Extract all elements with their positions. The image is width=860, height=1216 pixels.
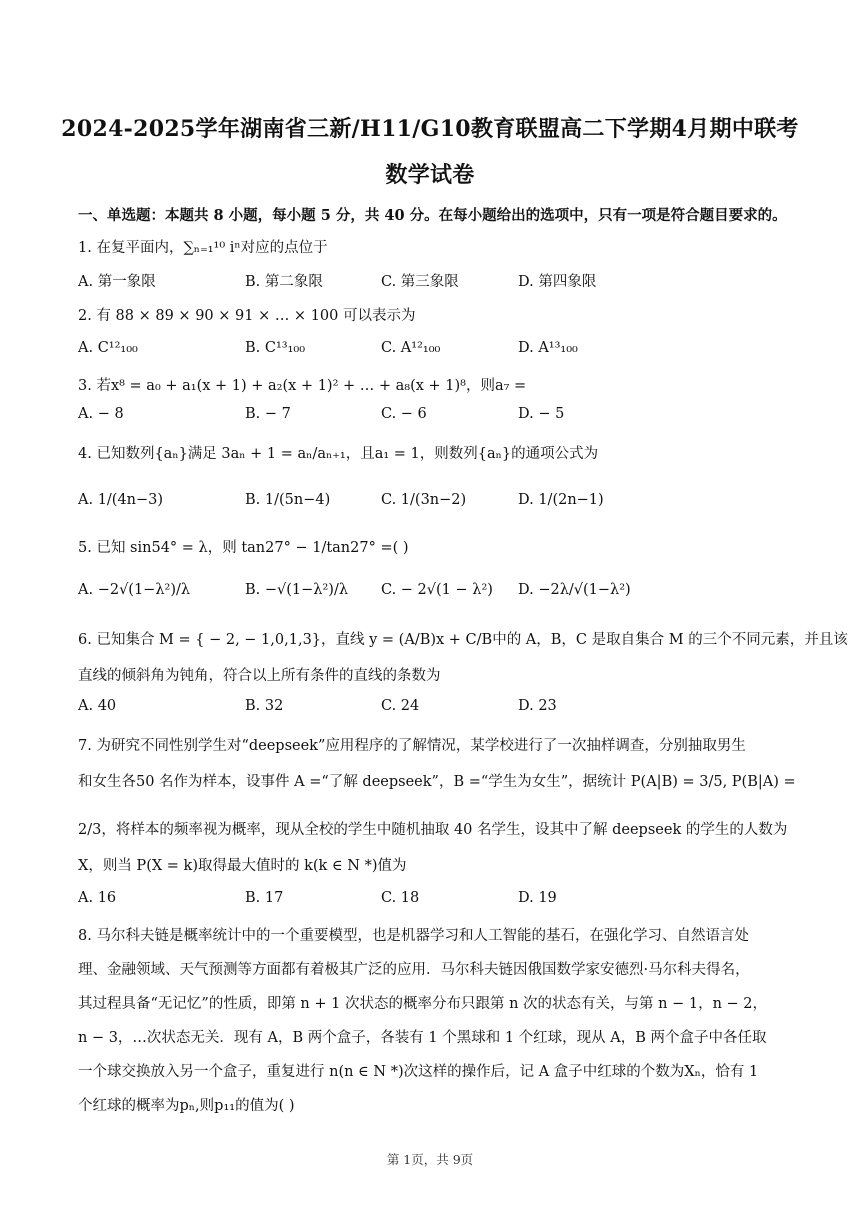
option-c: C. 18 — [381, 890, 420, 906]
option-b: B. 1/(5n−4) — [245, 492, 331, 508]
option-c: C. − 2√(1 − λ²) — [381, 582, 493, 598]
section-heading: 一、单选题：本题共 8 小题，每小题 5 分，共 40 分。在每小题给出的选项中，只有一项是符合题目要求的。 — [78, 207, 787, 224]
option-d: D. −2λ/√(1−λ²) — [518, 582, 631, 598]
question-1-options — [78, 270, 798, 292]
question-8-stem-line-3: 其过程具备“无记忆”的性质，即第 n + 1 次状态的概率分布只跟第 n 次的状态有关，与第 n − 1，n − 2， — [78, 996, 768, 1012]
question-5-stem: 5. 已知 sin54° = λ，则 tan27° − 1/tan27° =( ) — [78, 540, 409, 556]
option-d: D. A¹³₁₀₀ — [518, 340, 578, 356]
option-a: A. 第一象限 — [78, 274, 156, 290]
question-7-stem-line-4: X，则当 P(X = k)取得最大值时的 k(k ∈ N *)值为 — [78, 858, 407, 874]
option-b: B. −√(1−λ²)/λ — [245, 582, 349, 598]
question-7-options — [78, 890, 798, 912]
option-b: B. 第二象限 — [245, 274, 323, 290]
question-2-options — [78, 340, 798, 362]
option-b: B. 17 — [245, 890, 284, 906]
option-b: B. C¹³₁₀₀ — [245, 340, 306, 356]
question-3-options — [78, 406, 798, 428]
option-d: D. 23 — [518, 698, 557, 714]
option-c: C. 24 — [381, 698, 420, 714]
option-d: D. 19 — [518, 890, 557, 906]
option-b: B. 32 — [245, 698, 284, 714]
question-7-stem-line-3: 2/3，将样本的频率视为概率，现从全校的学生中随机抽取 40 名学生，设其中了解 deepseek 的学生的人数为 — [78, 822, 788, 838]
option-a: A. C¹²₁₀₀ — [78, 340, 138, 356]
question-3-stem: 3. 若x⁸ = a₀ + a₁(x + 1) + a₂(x + 1)² + … + a₈(x + 1)⁸，则a₇ = — [78, 378, 527, 394]
question-8-stem-line-1: 8. 马尔科夫链是概率统计中的一个重要模型，也是机器学习和人工智能的基石，在强化学习、自然语言处 — [78, 928, 749, 944]
option-c: C. 第三象限 — [381, 274, 459, 290]
question-2-stem: 2. 有 88 × 89 × 90 × 91 × … × 100 可以表示为 — [78, 308, 416, 324]
question-1-stem: 1. 在复平面内，∑ₙ₌₁¹⁰ iⁿ对应的点位于 — [78, 240, 328, 256]
option-d: D. 第四象限 — [518, 274, 597, 290]
option-c: C. − 6 — [381, 406, 427, 422]
page-subtitle: 数学试卷 — [385, 162, 475, 188]
question-7-stem-line-2: 和女生各50 名作为样本，设事件 A =“了解 deepseek”，B =“学生为女生”，据统计 P(A|B) = 3/5, P(B|A) = — [78, 774, 796, 790]
question-6-options — [78, 698, 798, 720]
question-7-stem-line-1: 7. 为研究不同性别学生对“deepseek”应用程序的了解情况，某学校进行了一次抽样调查，分别抽取男生 — [78, 738, 746, 754]
page-title: 2024-2025学年湖南省三新/H11/G10教育联盟高二下学期4月期中联考 — [61, 116, 799, 142]
option-a: A. −2√(1−λ²)/λ — [78, 582, 191, 598]
question-6-stem-line-1: 6. 已知集合 M = { − 2, − 1,0,1,3}，直线 y = (A/B)x + C/B中的 A，B，C 是取自集合 M 的三个不同元素，并且该 — [78, 632, 848, 648]
option-d: D. 1/(2n−1) — [518, 492, 604, 508]
question-4-options — [78, 492, 798, 514]
option-a: A. − 8 — [78, 406, 124, 422]
question-8-stem-line-2: 理、金融领域、天气预测等方面都有着极其广泛的应用．马尔科夫链因俄国数学家安德烈·马尔科夫得名， — [78, 962, 750, 978]
option-c: C. 1/(3n−2) — [381, 492, 467, 508]
option-a: A. 16 — [78, 890, 117, 906]
option-a: A. 1/(4n−3) — [78, 492, 164, 508]
option-a: A. 40 — [78, 698, 117, 714]
question-8-stem-line-5: 一个球交换放入另一个盒子，重复进行 n(n ∈ N *)次这样的操作后，记 A 盒子中红球的个数为Xₙ，恰有 1 — [78, 1064, 759, 1080]
option-c: C. A¹²₁₀₀ — [381, 340, 441, 356]
question-4-stem: 4. 已知数列{aₙ}满足 3aₙ + 1 = aₙ/aₙ₊₁，且a₁ = 1，则数列{aₙ}的通项公式为 — [78, 446, 599, 462]
question-8-stem-line-6: 个红球的概率为pₙ,则p₁₁的值为( ) — [78, 1098, 295, 1114]
option-d: D. − 5 — [518, 406, 565, 422]
question-5-options — [78, 582, 798, 604]
option-b: B. − 7 — [245, 406, 291, 422]
page-footer: 第 1页，共 9页 — [386, 1152, 474, 1167]
question-6-stem-line-2: 直线的倾斜角为钝角，符合以上所有条件的直线的条数为 — [78, 668, 441, 684]
question-8-stem-line-4: n − 3，…次状态无关．现有 A，B 两个盒子，各装有 1 个黑球和 1 个红球，现从 A，B 两个盒子中各任取 — [78, 1030, 767, 1046]
